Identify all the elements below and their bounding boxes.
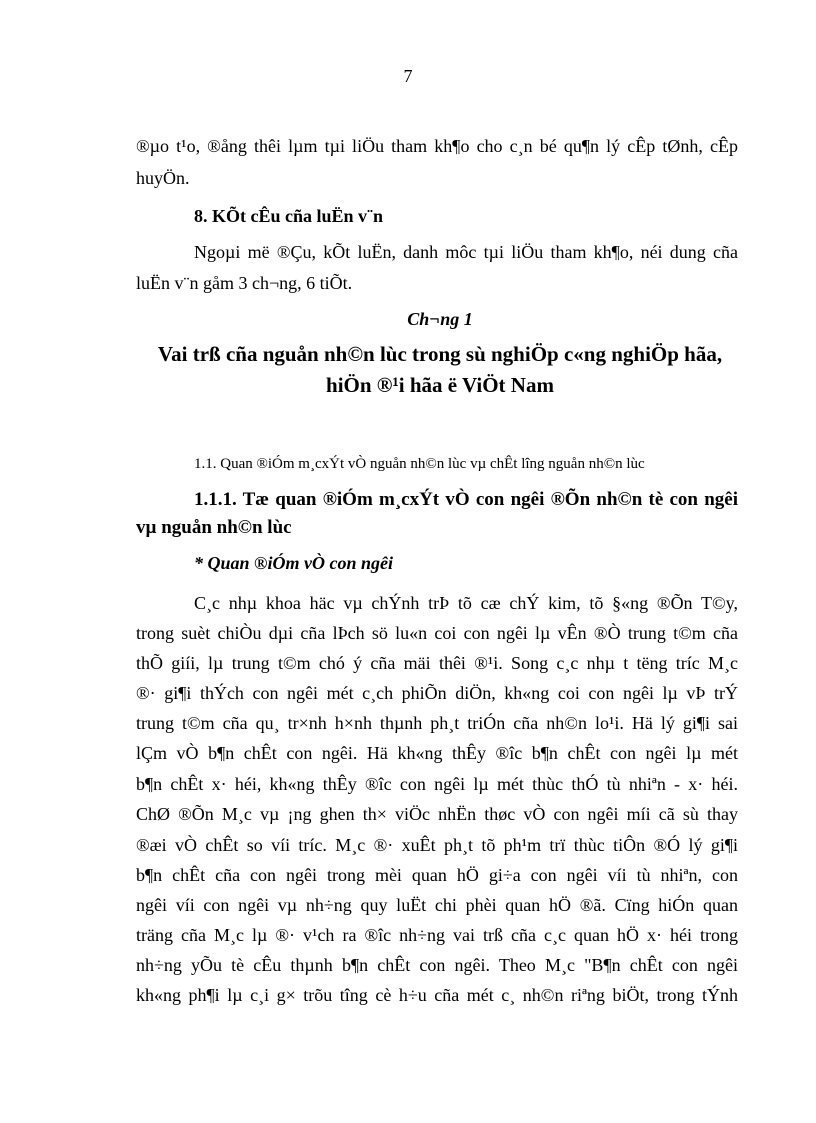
body-line: lÇm vÒ b¶n chÊt con ngêi. Hä kh«ng thÊy ®îc b¶n chÊt con ngêi lµ mét <box>136 743 738 763</box>
chapter-title-line-2: hiÖn ®¹i hãa ë ViÖt Nam <box>326 373 554 397</box>
body-line: trong suèt chiÒu dµi cña lÞch sö lu«n coi con ngêi lµ vÊn ®Ò trung t©m cña <box>136 623 738 643</box>
body-line: nh÷ng yÕu tè cÊu thµnh b¶n chÊt con ngêi. Theo M¸c "B¶n chÊt con ngêi <box>136 955 738 975</box>
section-1-1-heading: 1.1. Quan ®iÓm m¸cxÝt vÒ nguån nh©n lùc vµ chÊt lîng nguån nh©n lùc <box>194 456 645 472</box>
body-line: träng cña M¸c lµ ®· v¹ch ra ®îc nh÷ng vai trß cña c¸c quan hÖ x· héi trong <box>136 925 738 945</box>
chapter-title-line-1: Vai trß cña nguån nh©n lùc trong sù nghiÖp c«ng nghiÖp hãa, <box>157 342 723 366</box>
body-line: ngêi víi con ngêi vµ nh÷ng quy luËt chi phèi quan hÖ ®ã. Cïng hiÓn quan <box>136 895 738 915</box>
body-line: ChØ ®Õn M¸c vµ ¡ng ghen th× viÖc nhËn thøc vÒ con ngêi míi cã sù thay <box>136 804 738 824</box>
section-8-line-1: Ngoµi më ®Çu, kÕt luËn, danh môc tµi liÖu tham kh¶o, néi dung cña <box>194 242 738 262</box>
section-1-1-1-heading-line-2: vµ nguån nh©n lùc <box>136 517 292 538</box>
section-1-1-1-heading-line-1: 1.1.1. Tæ quan ®iÓm m¸cxÝt vÒ con ngêi ®Õn nh©n tè con ngêi <box>194 489 738 510</box>
page-number: 7 <box>403 66 413 86</box>
body-line: ®æi vÒ chÊt so víi tríc. M¸c ®· xuÊt ph¸t tõ ph¹m trï thùc tiÔn ®Ó lý gi¶i <box>136 835 738 855</box>
body-line: trung t©m cña qu¸ tr×nh h×nh thµnh ph¸t triÓn cña nh©n lo¹i. Hä lý gi¶i sai <box>136 713 738 733</box>
section-8-heading: 8. KÕt cÊu cña luËn v¨n <box>194 206 384 226</box>
body-line: b¶n chÊt cña con ngêi trong mèi quan hÖ gi÷a con ngêi víi tù nhiªn, con <box>136 865 738 885</box>
section-8-line-2: luËn v¨n gåm 3 ch¬ng, 6 tiÕt. <box>136 273 353 293</box>
body-line: b¶n chÊt x· héi, kh«ng thÊy ®îc con ngêi lµ mét thùc thÓ tù nhiªn - x· héi. <box>136 774 738 794</box>
chapter-label: Ch¬ng 1 <box>407 309 473 329</box>
subheading-human-view: * Quan ®iÓm vÒ con ngêi <box>194 553 393 573</box>
body-line: kh«ng ph¶i lµ c¸i g× trõu tîng cè h÷u cña mét c¸ nh©n riªng biÖt, trong tÝnh <box>136 985 738 1005</box>
intro-line-2: huyÖn. <box>136 168 190 188</box>
body-line: ®· gi¶i thÝch con ngêi mét c¸ch phiÕn diÖn, kh«ng coi con ngêi lµ vÞ trÝ <box>136 683 738 703</box>
intro-line-1: ®µo t¹o, ®ång thêi lµm tµi liÖu tham kh¶o cho c¸n bé qu¶n lý cÊp tØnh, cÊp <box>136 136 738 156</box>
body-line: thÕ giíi, lµ trung t©m chó ý cña mäi thêi ®¹i. Song c¸c nhµ t tëng tríc M¸c <box>136 653 738 673</box>
body-line: C¸c nhµ khoa häc vµ chÝnh trÞ tõ cæ chÝ kim, tõ §«ng ®Õn T©y, <box>194 593 738 613</box>
